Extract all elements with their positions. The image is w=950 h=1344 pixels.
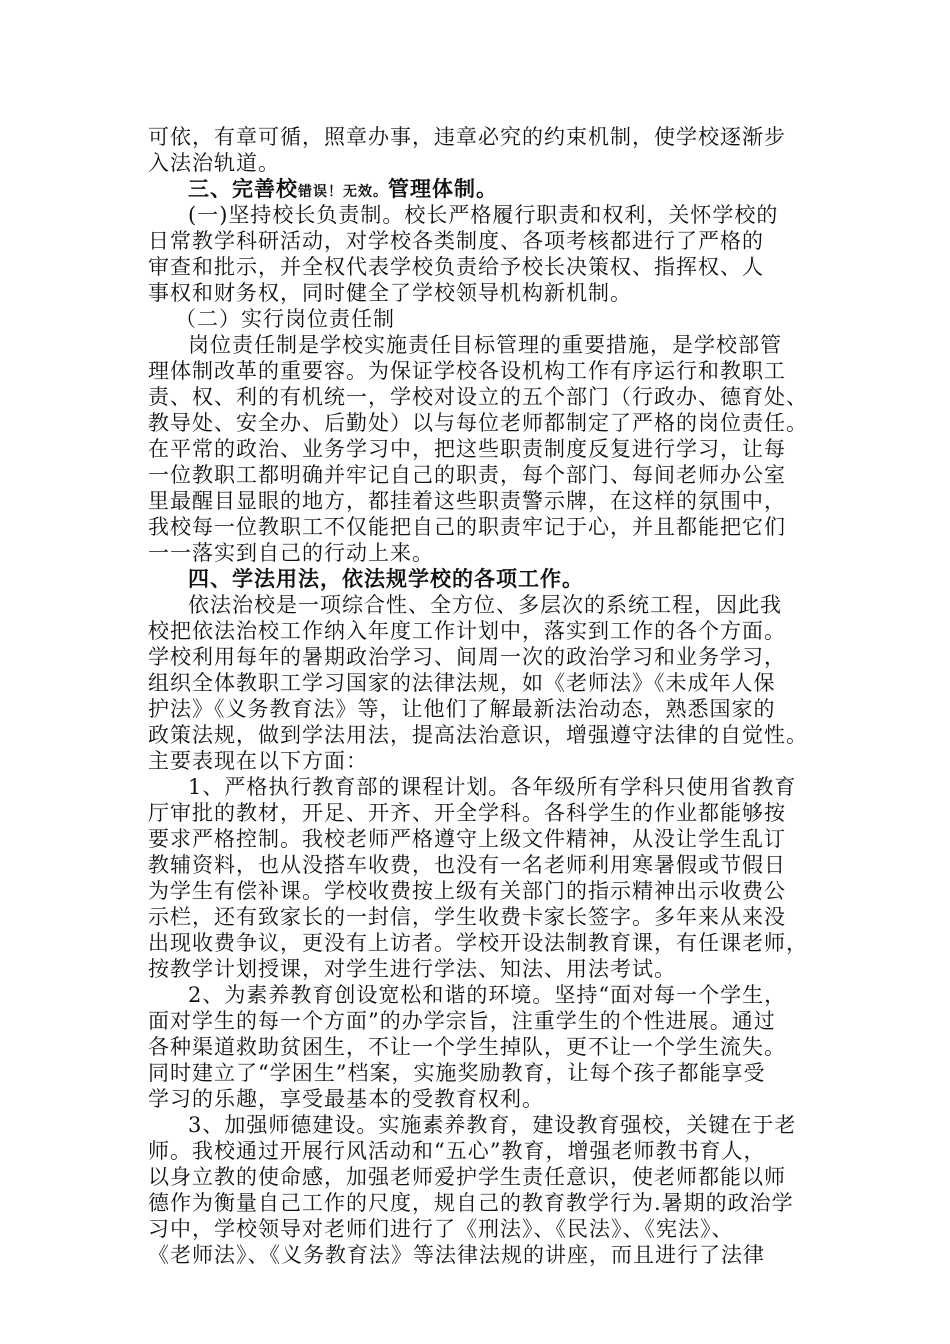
text-line: 学习的乐趣，享受最基本的受教育权利。 bbox=[148, 1087, 544, 1111]
text-line: 入法治轨道。 bbox=[148, 151, 280, 175]
text-line: 责、权、利的有机统一，学校对设立的五个部门（行政办、德育处、 bbox=[148, 385, 808, 409]
text-line: 教导处、安全办、后勤处）以与每位老师都制定了严格的岗位责任。 bbox=[148, 411, 808, 435]
text-line: 为学生有偿补课。学校收费按上级有关部门的指示精神出示收费公 bbox=[148, 879, 786, 903]
text-line: 教辅资料，也从没搭车收费，也没有一名老师利用寒暑假或节假日 bbox=[148, 853, 786, 877]
text-line: 护法》《义务教育法》等，让他们了解最新法治动态，熟悉国家的 bbox=[148, 697, 776, 721]
text-line: 我校每一位教职工不仅能把自己的职责牢记于心，并且都能把它们 bbox=[148, 515, 786, 539]
heading-part: 三、完善校 bbox=[188, 177, 298, 201]
text-line: 校把依法治校工作纳入年度工作计划中，落实到工作的各个方面。 bbox=[148, 619, 786, 643]
text-line: 一位教职工都明确并牢记自己的职责，每个部门、每间老师办公室 bbox=[148, 463, 786, 487]
text-line: 事权和财务权，同时健全了学校领导机构新机制。 bbox=[148, 281, 632, 305]
text-line: 2、为素养教育创设宽松和谐的环境。坚持“面对每一个学生， bbox=[188, 983, 787, 1007]
text-line: 以身立教的使命感，加强老师爱护学生责任意识，使老师都能以师 bbox=[148, 1165, 786, 1189]
text-line: 1、严格执行教育部的课程计划。各年级所有学科只使用省教育 bbox=[188, 775, 797, 799]
field-error-text: 错误！无效。 bbox=[298, 184, 388, 200]
text-line: 3、加强师德建设。实施素养教育，建设教育强校，关键在于老 bbox=[188, 1113, 797, 1137]
text-line: 德作为衡量自己工作的尺度，规自己的教育教学行为.暑期的政治学 bbox=[148, 1191, 794, 1215]
text-line: (一)坚持校长负责制。校长严格履行职责和权利，关怀学校的 bbox=[188, 203, 779, 227]
text-line: 师。我校通过开展行风活动和“五心”教育，增强老师教书育人， bbox=[148, 1139, 766, 1163]
text-line: 主要表现在以下方面： bbox=[148, 749, 368, 773]
text-line: 可依，有章可循，照章办事，违章必究的约束机制，使学校逐渐步 bbox=[148, 125, 786, 149]
text-line: 一一落实到自己的行动上来。 bbox=[148, 541, 434, 565]
text-line: 理体制改革的重要容。为保证学校各设机构工作有序运行和教职工 bbox=[148, 359, 786, 383]
text-line: 出现收费争议，更没有上访者。学校开设法制教育课，有任课老师， bbox=[148, 931, 808, 955]
text-line: 要求严格控制。我校老师严格遵守上级文件精神，从没让学生乱订 bbox=[148, 827, 786, 851]
text-line: 组织全体教职工学习国家的法律法规，如《老师法》《未成年人保 bbox=[148, 671, 776, 695]
text-line: 同时建立了“学困生”档案，实施奖励教育，让每个孩子都能享受 bbox=[148, 1061, 766, 1085]
text-line: 依法治校是一项综合性、全方位、多层次的系统工程，因此我 bbox=[188, 593, 782, 617]
text-line: 学校利用每年的暑期政治学习、间周一次的政治学习和业务学习， bbox=[148, 645, 786, 669]
subheading: （二）实行岗位责任制 bbox=[175, 307, 395, 331]
heading-part: 管理体制。 bbox=[388, 177, 498, 201]
text-line: 示栏，还有致家长的一封信，学生收费卡家长签字。多年来从来没 bbox=[148, 905, 786, 929]
text-line: 岗位责任制是学校实施责任目标管理的重要措施，是学校部管 bbox=[188, 333, 782, 357]
text-line: 习中，学校领导对老师们进行了《刑法》、《民法》、《宪法》、 bbox=[148, 1217, 734, 1241]
text-line: 按教学计划授课，对学生进行学法、知法、用法考试。 bbox=[148, 957, 676, 981]
text-line: 面对学生的每一个方面”的办学宗旨，注重学生的个性进展。通过 bbox=[148, 1009, 776, 1033]
text-line: 政策法规，做到学法用法，提高法治意识，增强遵守法律的自觉性。 bbox=[148, 723, 808, 747]
text-line: 厅审批的教材，开足、开齐、开全学科。各科学生的作业都能够按 bbox=[148, 801, 786, 825]
text-line: 各种渠道救助贫困生，不让一个学生掉队，更不让一个学生流失。 bbox=[148, 1035, 786, 1059]
section-heading: 四、学法用法，依法规学校的各项工作。 bbox=[188, 567, 584, 591]
section-heading bbox=[188, 176, 808, 202]
text-line: 日常教学科研活动，对学校各类制度、各项考核都进行了严格的 bbox=[148, 229, 764, 253]
text-line: 《老师法》、《义务教育法》等法律法规的讲座，而且进行了法律 bbox=[148, 1243, 765, 1267]
text-line: 在平常的政治、业务学习中，把这些职责制度反复进行学习，让每 bbox=[148, 437, 786, 461]
text-line: 审查和批示，并全权代表学校负责给予校长决策权、指挥权、人 bbox=[148, 255, 764, 279]
text-line: 里最醒目显眼的地方，都挂着这些职责警示牌，在这样的氛围中， bbox=[148, 489, 786, 513]
